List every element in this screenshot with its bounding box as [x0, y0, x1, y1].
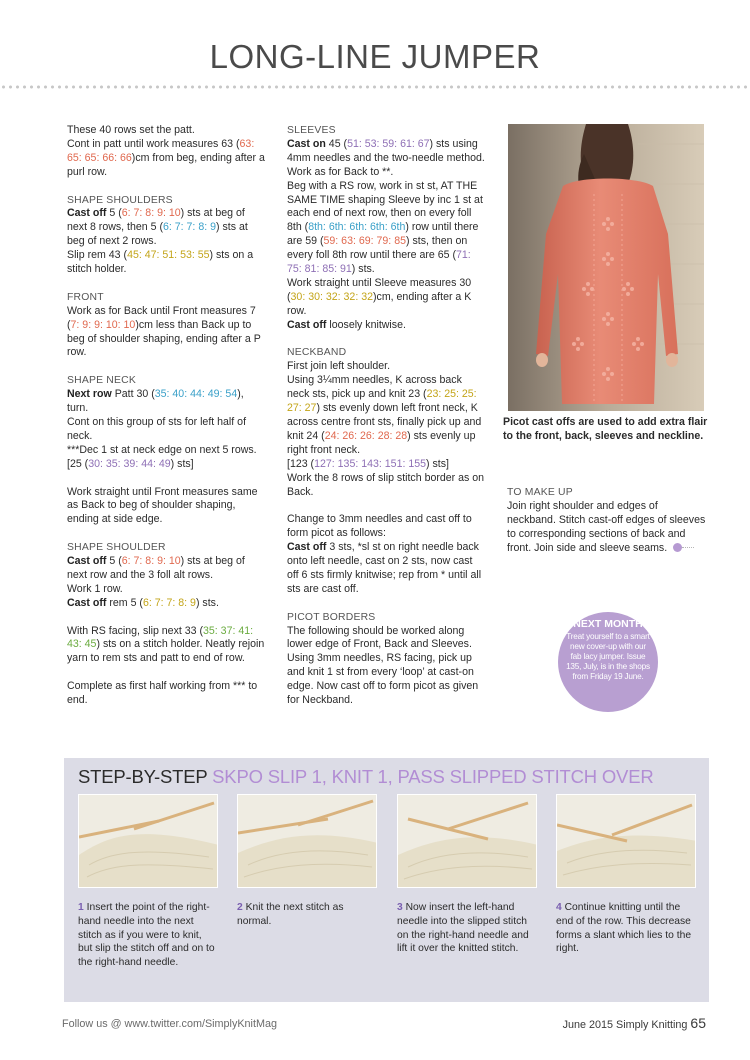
next-month-text: Treat yourself to a smart new cover-up with our fab lacy jumper. Issue 135, July, is in the shops from Friday 19 June. — [566, 631, 650, 681]
footer-twitter: Follow us @ www.twitter.com/SimplyKnitMag — [62, 1018, 277, 1030]
end-mark-dots — [682, 547, 694, 548]
step-2-text: 2 Knit the next stitch as normal. — [237, 902, 344, 927]
section-sleeves: SLEEVES Cast on 45 (51: 53: 59: 61: 67) sts using 4mm needles and the two-needle method. Work as for Back to **. Beg with a RS row, work in st st, AT THE SAME TIME shaping Sleeve by inc 1 st at each end of next row, then on every foll 8th (8th: 6th: 6th: 6th: 6th) row until there are 59 (59: 63: 69: 79: 85) sts, then on every foll 8th row until there are 65 (71: 75: 81: 85: 91) sts. Work straight until Sleeve measures 30 (30: 30: 32: 32: 32)cm, ending after a K row. Cast off loosely knitwise. — [287, 124, 487, 333]
page-title: LONG-LINE JUMPER — [209, 38, 541, 75]
section-heading: TO MAKE UP — [507, 487, 573, 498]
paragraph: Cont in patt until work measures 63 (63: 65: 65: 66: 66)cm from beg, ending after a purl row. — [67, 137, 265, 178]
section-heading: SLEEVES — [287, 125, 336, 136]
dotted-divider — [0, 85, 750, 89]
paragraph: Change to 3mm needles and cast off to form picot as follows: Cast off 3 sts, *sl st on right needle back onto left needle, cast on 2 sts, now cast off 6 sts firmly knitwise; rep from * until all sts are cast off. — [287, 513, 482, 595]
pattern-column-1 — [67, 124, 267, 722]
section-heading: SHAPE SHOULDER — [67, 542, 166, 554]
section-heading: FRONT — [67, 291, 104, 303]
step-4-image — [556, 794, 696, 888]
step-3-text: 3 Now insert the left-hand needle into the slipped stitch on the right-hand needle and lift it over the knitted stitch. — [397, 902, 529, 955]
section-picot-borders: PICOT BORDERS The following should be worked along lower edge of Front, Back and Sleeves. Using 3mm needles, RS facing, pick up and knit 1 st from every ‘loop’ at cast-on edge. Now cast off to form picot as given for Neckband. — [287, 611, 487, 708]
to-make-up — [507, 486, 707, 556]
sweater-photo — [508, 124, 704, 411]
step-by-step-title: STEP-BY-STEP SKPO SLIP 1, KNIT 1, PASS SLIPPED STITCH OVER — [78, 766, 654, 787]
section-neckband: NECKBAND First join left shoulder. Using 3¼mm needles, K across back neck sts, pick up and knit 23 (23: 25: 25: 27: 27) sts evenly down left front neck, K across centre front sts, finally pick up and knit 24 (24: 26: 26: 28: 28) sts evenly up right front neck. [123 (127: 135: 143: 151: 155) sts] Work the 8 rows of slip stitch border as on Back. — [287, 346, 487, 499]
paragraph: With RS facing, slip next 33 (35: 37: 41: 43: 45) sts on a stitch holder. Neatly rejoin yarn to rem sts and patt to end of row. — [67, 624, 265, 665]
step-by-step-panel — [64, 758, 709, 1002]
footer-issue: June 2015 Simply Knitting 65 — [562, 1015, 706, 1031]
section-heading: SHAPE SHOULDERS — [67, 194, 173, 206]
paragraph: These 40 rows set the patt. — [67, 124, 195, 136]
section-heading: SHAPE NECK — [67, 375, 136, 387]
section-heading: NECKBAND — [287, 347, 347, 359]
paragraph: Work straight until Front measures same as Back to beg of shoulder shaping, ending at side edge. — [67, 485, 258, 526]
pattern-column-2 — [287, 124, 487, 722]
paragraph: Complete as first half working from *** to end. — [67, 680, 258, 707]
next-month-badge — [558, 612, 658, 712]
step-3-image — [397, 794, 537, 888]
section-heading: PICOT BORDERS — [287, 611, 376, 623]
to-make-up-text: Join right shoulder and edges of neckband. Stitch cast-off edges of sleeves to corresponding sections of back and front. Join side and sleeve seams. — [507, 499, 706, 554]
step-4-text: 4 Continue knitting until the end of the row. This decrease forms a slant which lies to the right. — [556, 902, 692, 955]
section-front: FRONT Work as for Back until Front measures 7 (7: 9: 9: 10: 10)cm less than Back up to beg of shoulder shaping, ending after a P row. — [67, 291, 267, 361]
step-1-image — [78, 794, 218, 888]
section-shape-shoulder: SHAPE SHOULDER Cast off 5 (6: 7: 8: 9: 10) sts at beg of next row and the 3 foll alt rows. Work 1 row. Cast off rem 5 (6: 7: 7: 8: 9) sts. — [67, 541, 267, 611]
end-mark-icon — [673, 543, 682, 552]
page-number: 65 — [690, 1015, 706, 1031]
step-2-image — [237, 794, 377, 888]
next-month-heading: NEXT MONTH — [573, 618, 643, 630]
section-shape-neck: SHAPE NECK Next row Patt 30 (35: 40: 44: 49: 54), turn. Cont on this group of sts for left half of neck. ***Dec 1 st at neck edge on next 5 rows. [25 (30: 35: 39: 44: 49) sts] — [67, 374, 267, 471]
section-shape-shoulders: SHAPE SHOULDERS Cast off 5 (6: 7: 8: 9: 10) sts at beg of next 8 rows, then 5 (6: 7: 7: 8: 9) sts at beg of next 2 rows. Slip rem 43 (45: 47: 51: 53: 55) sts on a stitch holder. — [67, 194, 267, 277]
sweater-back-image — [508, 124, 704, 411]
photo-caption: Picot cast offs are used to add extra flair to the front, back, sleeves and neckline. — [503, 416, 708, 442]
step-1-text: 1 Insert the point of the right-hand needle into the next stitch as if you were to knit, but slip the stitch off and on to the right-hand needle. — [78, 902, 215, 969]
